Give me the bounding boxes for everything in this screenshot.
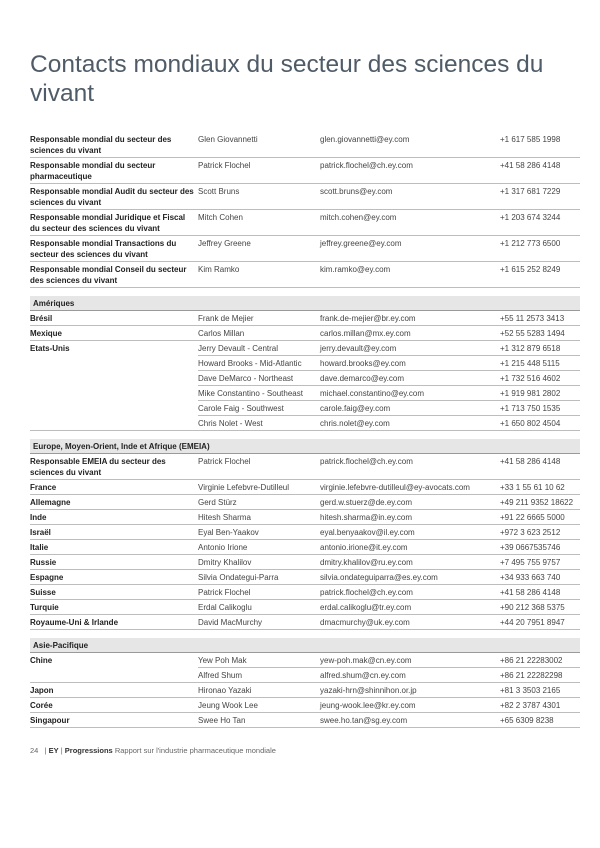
contact-email[interactable]: dmacmurchy@uk.ey.com: [320, 615, 500, 630]
contact-role: [30, 416, 198, 431]
contact-email[interactable]: antonio.irione@it.ey.com: [320, 540, 500, 555]
contact-role: France: [30, 480, 198, 495]
publication-subtitle: Rapport sur l'industrie pharmaceutique mondiale: [114, 746, 276, 755]
contact-email[interactable]: silvia.ondateguiparra@es.ey.com: [320, 570, 500, 585]
contact-phone: +1 215 448 5115: [500, 356, 580, 371]
brand-logo-text: EY: [48, 746, 59, 755]
contact-phone: +44 20 7951 8947: [500, 615, 580, 630]
page-number: 24: [30, 746, 39, 755]
contact-name: Jeffrey Greene: [198, 236, 320, 262]
table-row: [30, 454, 580, 480]
table-row: [30, 132, 580, 158]
table-row: [30, 416, 580, 431]
contact-email[interactable]: scott.bruns@ey.com: [320, 184, 500, 210]
contact-name: Antonio Irione: [198, 540, 320, 555]
contact-phone: +34 933 663 740: [500, 570, 580, 585]
table-row: [30, 510, 580, 525]
contact-role: Responsable mondial Audit du secteur des sciences du vivant: [30, 184, 198, 210]
contact-email[interactable]: michael.constantino@ey.com: [320, 386, 500, 401]
spacer: [30, 431, 580, 440]
contact-email[interactable]: hitesh.sharma@in.ey.com: [320, 510, 500, 525]
contact-email[interactable]: howard.brooks@ey.com: [320, 356, 500, 371]
table-row: [30, 683, 580, 698]
contact-role: Italie: [30, 540, 198, 555]
contact-role: Responsable mondial du secteur des sciences du vivant: [30, 132, 198, 158]
contact-role: [30, 386, 198, 401]
section-heading: Europe, Moyen-Orient, Inde et Afrique (EMEIA): [30, 439, 580, 454]
contact-email[interactable]: kim.ramko@ey.com: [320, 262, 500, 288]
contact-role: Responsable mondial Conseil du secteur des sciences du vivant: [30, 262, 198, 288]
contact-role: Espagne: [30, 570, 198, 585]
contact-email[interactable]: carlos.millan@mx.ey.com: [320, 326, 500, 341]
contact-role: Responsable mondial du secteur pharmaceutique: [30, 158, 198, 184]
contact-email[interactable]: chris.nolet@ey.com: [320, 416, 500, 431]
table-row: [30, 540, 580, 555]
contact-role: [30, 668, 198, 683]
contact-name: Glen Giovannetti: [198, 132, 320, 158]
table-row: [30, 236, 580, 262]
contact-email[interactable]: jeffrey.greene@ey.com: [320, 236, 500, 262]
contact-email[interactable]: frank.de-mejier@br.ey.com: [320, 311, 500, 326]
contact-phone: +1 615 252 8249: [500, 262, 580, 288]
contact-role: Allemagne: [30, 495, 198, 510]
table-row: [30, 401, 580, 416]
contact-name: Patrick Flochel: [198, 158, 320, 184]
table-row: [30, 555, 580, 570]
contact-phone: +1 650 802 4504: [500, 416, 580, 431]
contact-role: [30, 371, 198, 386]
table-row: [30, 615, 580, 630]
contact-name: David MacMurchy: [198, 615, 320, 630]
section-heading: Amériques: [30, 296, 580, 311]
contact-email[interactable]: alfred.shum@cn.ey.com: [320, 668, 500, 683]
contact-name: Virginie Lefebvre-Dutilleul: [198, 480, 320, 495]
contact-name: Mitch Cohen: [198, 210, 320, 236]
contact-email[interactable]: carole.faig@ey.com: [320, 401, 500, 416]
table-row: [30, 356, 580, 371]
contact-role: Royaume-Uni & Irlande: [30, 615, 198, 630]
spacer-cell: [30, 431, 580, 440]
table-row: [30, 158, 580, 184]
contact-name: Hironao Yazaki: [198, 683, 320, 698]
contact-name: Scott Bruns: [198, 184, 320, 210]
contact-name: Gerd Stürz: [198, 495, 320, 510]
table-row: [30, 668, 580, 683]
contact-name: Frank de Mejier: [198, 311, 320, 326]
contact-email[interactable]: swee.ho.tan@sg.ey.com: [320, 713, 500, 728]
contact-phone: +1 713 750 1535: [500, 401, 580, 416]
contact-phone: +86 21 22282298: [500, 668, 580, 683]
contact-phone: +39 0667535746: [500, 540, 580, 555]
contact-phone: +41 58 286 4148: [500, 585, 580, 600]
contact-role: Responsable mondial Transactions du secteur des sciences du vivant: [30, 236, 198, 262]
contact-phone: +65 6309 8238: [500, 713, 580, 728]
contact-email[interactable]: yew-poh.mak@cn.ey.com: [320, 653, 500, 668]
table-row: [30, 386, 580, 401]
contact-role: Japon: [30, 683, 198, 698]
table-row: [30, 210, 580, 236]
contact-role: Etats-Unis: [30, 344, 70, 353]
contact-role: Responsable EMEIA du secteur des sciences du vivant: [30, 454, 198, 480]
contact-name: Patrick Flochel: [198, 585, 320, 600]
contact-name: Alfred Shum: [198, 668, 320, 683]
table-row: [30, 698, 580, 713]
table-row: [30, 480, 580, 495]
contact-email[interactable]: jerry.devault@ey.com: [320, 341, 500, 356]
contact-email[interactable]: glen.giovannetti@ey.com: [320, 132, 500, 158]
contact-email[interactable]: jeung-wook.lee@kr.ey.com: [320, 698, 500, 713]
contact-phone: +1 212 773 6500: [500, 236, 580, 262]
publication-name: Progressions: [64, 746, 113, 755]
contact-role: Inde: [30, 510, 198, 525]
contact-email[interactable]: erdal.calikoglu@tr.ey.com: [320, 600, 500, 615]
contact-role: Corée: [30, 698, 198, 713]
contact-phone: +49 211 9352 18622: [500, 495, 580, 510]
contact-phone: +41 58 286 4148: [500, 158, 580, 184]
contact-role: Suisse: [30, 585, 198, 600]
contact-name: Dmitry Khalilov: [198, 555, 320, 570]
contact-name: Swee Ho Tan: [198, 713, 320, 728]
contact-phone: +55 11 2573 3413: [500, 311, 580, 326]
contact-phone: +1 732 516 4602: [500, 371, 580, 386]
table-row: [30, 525, 580, 540]
contact-name: Erdal Calikoglu: [198, 600, 320, 615]
contact-name: Chris Nolet - West: [198, 416, 320, 431]
contact-phone: +41 58 286 4148: [500, 454, 580, 480]
contacts-table-body: [30, 132, 580, 728]
table-row: [30, 653, 580, 668]
contact-email[interactable]: eyal.benyaakov@il.ey.com: [320, 525, 500, 540]
section-header: [30, 638, 580, 653]
contact-email[interactable]: dmitry.khalilov@ru.ey.com: [320, 555, 500, 570]
table-row: [30, 341, 580, 356]
contact-name: Jeung Wook Lee: [198, 698, 320, 713]
contact-role: Singapour: [30, 713, 198, 728]
contact-phone: +1 919 981 2802: [500, 386, 580, 401]
page-footer: 24 | EY | Progressions Rapport sur l'industrie pharmaceutique mondiale: [30, 746, 276, 755]
contact-role: [30, 401, 198, 416]
table-row: [30, 311, 580, 326]
table-row: [30, 262, 580, 288]
contact-role: Israël: [30, 525, 198, 540]
contact-role: Brésil: [30, 311, 198, 326]
contact-name: Carole Faig - Southwest: [198, 401, 320, 416]
contact-email[interactable]: patrick.flochel@ch.ey.com: [320, 585, 500, 600]
spacer: [30, 630, 580, 639]
table-row: [30, 371, 580, 386]
contact-email[interactable]: yazaki-hrn@shinnihon.or.jp: [320, 683, 500, 698]
contact-email[interactable]: patrick.flochel@ch.ey.com: [320, 158, 500, 184]
contact-name: Howard Brooks - Mid-Atlantic: [198, 356, 320, 371]
contact-email[interactable]: gerd.w.stuerz@de.ey.com: [320, 495, 500, 510]
table-row: [30, 600, 580, 615]
contact-phone: +1 617 585 1998: [500, 132, 580, 158]
contact-name: Hitesh Sharma: [198, 510, 320, 525]
contact-email[interactable]: virginie.lefebvre-dutilleul@ey-avocats.com: [320, 480, 500, 495]
contact-name: Kim Ramko: [198, 262, 320, 288]
contact-email[interactable]: patrick.flochel@ch.ey.com: [320, 454, 500, 480]
contact-role: [30, 356, 198, 371]
contact-name: Silvia Ondategui-Parra: [198, 570, 320, 585]
section-heading: Asie-Pacifique: [30, 638, 580, 653]
contact-role: Russie: [30, 555, 198, 570]
contact-phone: +1 317 681 7229: [500, 184, 580, 210]
spacer-cell: [30, 288, 580, 297]
contact-phone: +82 2 3787 4301: [500, 698, 580, 713]
contact-name: Mike Constantino - Southeast: [198, 386, 320, 401]
page-title: Contacts mondiaux du secteur des sciences du vivant: [30, 51, 544, 107]
contact-phone: +81 3 3503 2165: [500, 683, 580, 698]
spacer: [30, 288, 580, 297]
section-header: [30, 439, 580, 454]
contact-name: Eyal Ben-Yaakov: [198, 525, 320, 540]
contact-name: Patrick Flochel: [198, 454, 320, 480]
contact-name: Yew Poh Mak: [198, 653, 320, 668]
table-row: [30, 326, 580, 341]
contact-phone: +86 21 22283002: [500, 653, 580, 668]
contact-phone: +1 203 674 3244: [500, 210, 580, 236]
table-row: [30, 495, 580, 510]
contact-role: Mexique: [30, 326, 198, 341]
contact-role: Responsable mondial Juridique et Fiscal du secteur des sciences du vivant: [30, 210, 198, 236]
contact-email[interactable]: mitch.cohen@ey.com: [320, 210, 500, 236]
table-row: [30, 570, 580, 585]
contact-name: Carlos Millan: [198, 326, 320, 341]
contact-role: Turquie: [30, 600, 198, 615]
spacer-cell: [30, 630, 580, 639]
table-row: [30, 713, 580, 728]
contact-phone: +52 55 5283 1494: [500, 326, 580, 341]
contact-phone: +7 495 755 9757: [500, 555, 580, 570]
contact-phone: +91 22 6665 5000: [500, 510, 580, 525]
contact-phone: +33 1 55 61 10 62: [500, 480, 580, 495]
contact-name: Dave DeMarco - Northeast: [198, 371, 320, 386]
table-row: [30, 585, 580, 600]
contacts-table: [30, 132, 580, 728]
contact-email[interactable]: dave.demarco@ey.com: [320, 371, 500, 386]
contact-phone: +1 312 879 6518: [500, 341, 580, 356]
table-row: [30, 184, 580, 210]
contact-phone: +90 212 368 5375: [500, 600, 580, 615]
contact-name: Jerry Devault - Central: [198, 341, 320, 356]
contact-role: Chine: [30, 656, 53, 665]
contact-phone: +972 3 623 2512: [500, 525, 580, 540]
section-header: [30, 296, 580, 311]
